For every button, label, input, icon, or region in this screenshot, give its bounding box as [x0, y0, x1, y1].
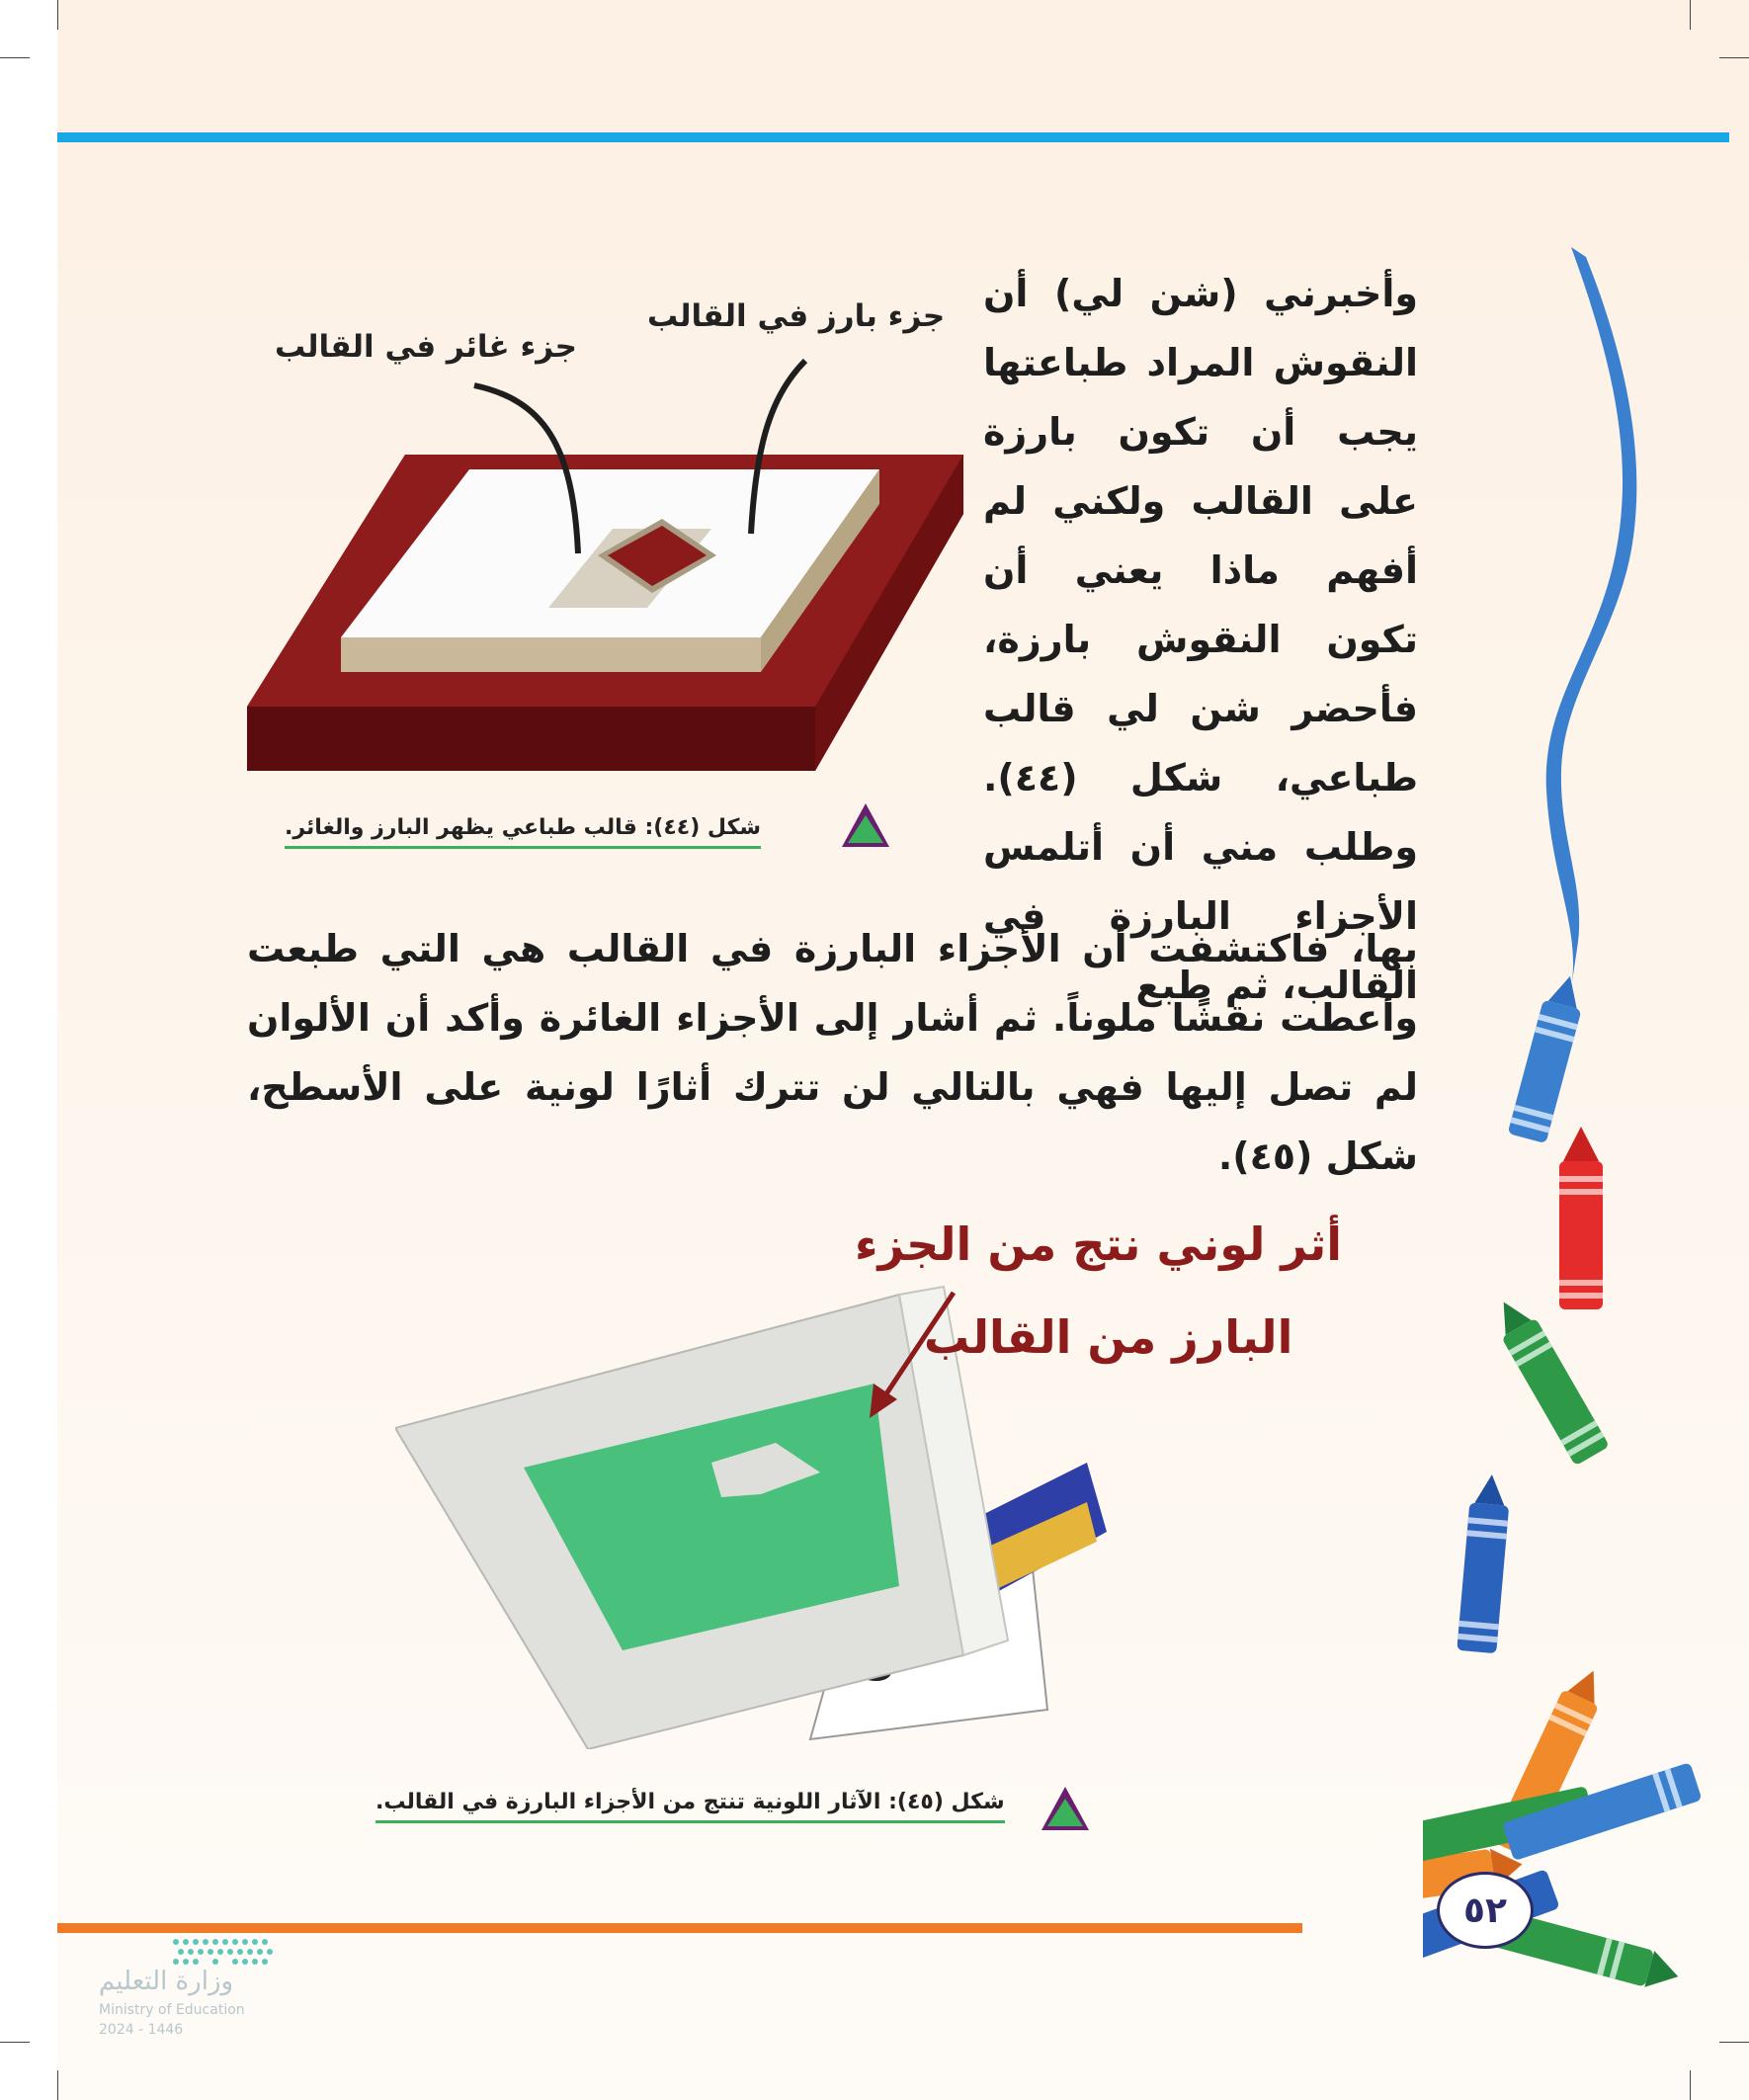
trim-mark [0, 2042, 30, 2043]
ministry-name-english: Ministry of Education [99, 2002, 245, 2018]
trim-mark [57, 2070, 58, 2100]
trim-mark [1719, 2042, 1749, 2043]
crayon-decoration [1423, 237, 1719, 1996]
figure-44-caption: شكل (٤٤): قالب طباعي يظهر البارز والغائر. [285, 815, 761, 849]
trim-mark [1690, 0, 1691, 30]
page-number: ٥٢ [1437, 1872, 1534, 1949]
label-raised-part: جزء بارز في القالب [647, 298, 946, 334]
edition-year: 2024 - 1446 [99, 2022, 184, 2038]
label-recessed-part: جزء غائر في القالب [275, 329, 577, 365]
pointer-lines [464, 356, 840, 603]
color-trace-label-line2: البارز من القالب [924, 1310, 1293, 1364]
paragraph-full: بها، فاكتشفت أن الأجزاء البارزة في القالب هي التي طبعت وأعطت نقشًا ملوناً. ثم أشار إلى الأجزاء الغائرة وأكد أن الألوان لم تصل إليها فهي بالتالي لن تترك أثارًا لونية على الأسطح، شكل (٤٥). [247, 927, 1418, 1178]
color-trace-label-line1: أثر لوني نتج من الجزء [855, 1218, 1343, 1271]
figure-45-caption: شكل (٤٥): الآثار اللونية تنتج من الأجزاء البارزة في القالب. [375, 1790, 1005, 1823]
paragraph-wrapped: وأخبرني (شن لي) أن النقوش المراد طباعتها يجب أن تكون بارزة على القالب ولكني لم أفهم ماذا يعني أن تكون النقوش بارزة، فأحضر شن لي قالب طباعي، شكل (٤٤). وطلب مني أن أتلمس الأجزاء البارزة في القالب، ثم طبع [983, 272, 1418, 1007]
ministry-name-arabic: وزارة التعليم [99, 1967, 234, 1996]
trim-mark [0, 57, 30, 58]
triangle-marker [842, 803, 889, 847]
top-rule [57, 132, 1729, 142]
trim-mark [1719, 57, 1749, 58]
trim-mark [57, 0, 58, 30]
trim-mark [1690, 2070, 1691, 2100]
triangle-marker [1041, 1787, 1089, 1830]
